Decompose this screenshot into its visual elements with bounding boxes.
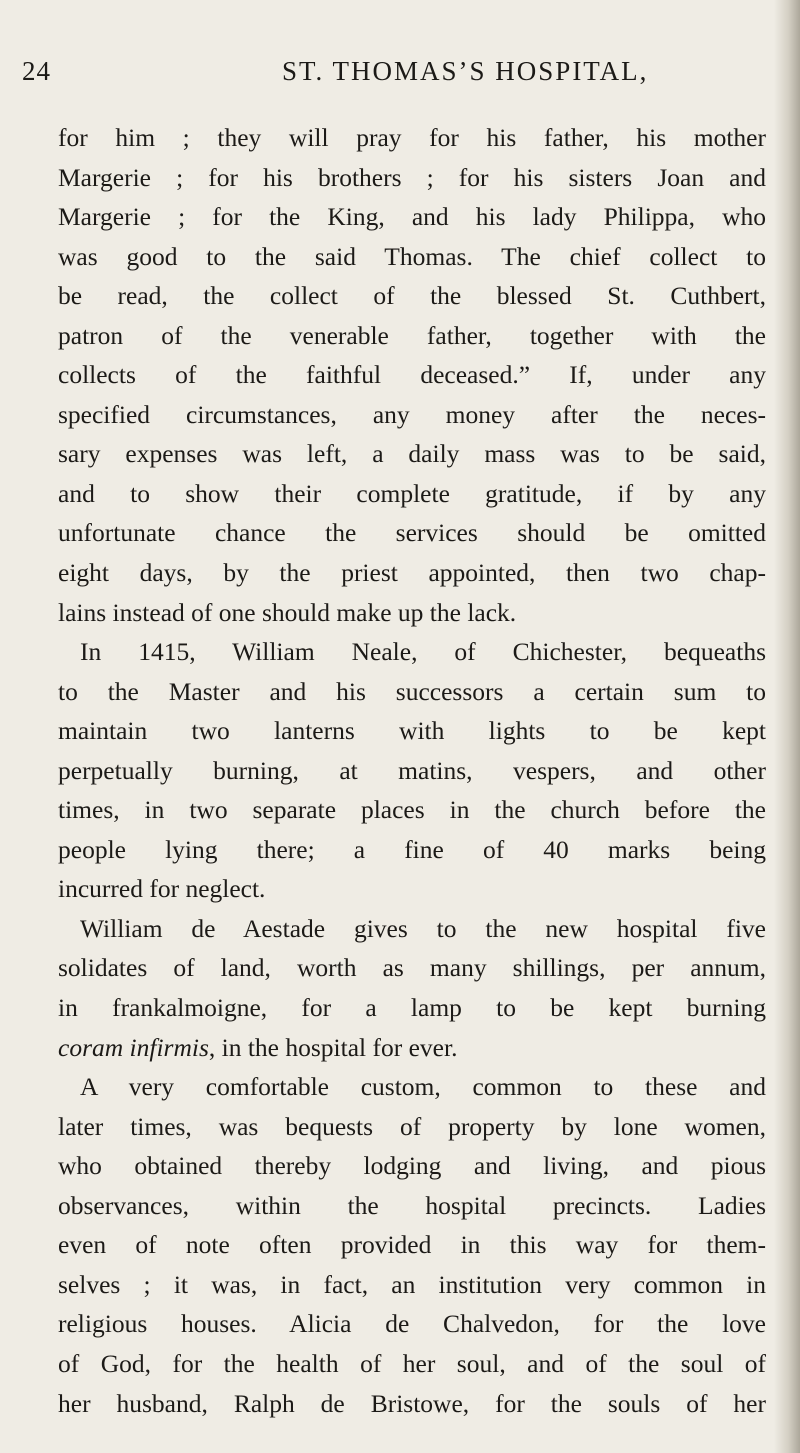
text-line: maintain two lanterns with lights to be kept <box>58 716 766 746</box>
text-line: collects of the faithful deceased.” If, under any <box>58 360 766 390</box>
text-line: A very comfortable custom, common to these and <box>80 1072 766 1102</box>
text-line: William de Aestade gives to the new hospital five <box>80 913 766 943</box>
text-line: sary expenses was left, a daily mass was to be said, <box>58 439 766 469</box>
text-line: religious houses. Alicia de Chalvedon, for the love <box>58 1309 766 1339</box>
text-line: lains instead of one should make up the lack. <box>58 597 517 627</box>
text-line: even of note often provided in this way for them- <box>58 1230 766 1260</box>
running-head <box>22 56 762 96</box>
text-line: in frankalmoigne, for a lamp to be kept burning <box>58 993 766 1023</box>
text-line: eight days, by the priest appointed, then two chap- <box>58 558 766 588</box>
text-line: incurred for neglect. <box>58 874 266 904</box>
text-line: Margerie ; for the King, and his lady Philippa, who <box>58 202 766 232</box>
text-line: people lying there; a fine of 40 marks being <box>58 834 766 864</box>
text-line: and to show their complete gratitude, if by any <box>58 478 766 508</box>
text-line: solidates of land, worth as many shillings, per annum, <box>58 953 766 983</box>
text-line: specified circumstances, any money after the neces- <box>58 399 766 429</box>
page-edge-shadow <box>774 0 800 1453</box>
text-line: times, in two separate places in the church before the <box>58 795 766 825</box>
latin-phrase: coram infirmis <box>58 1032 209 1062</box>
text-line: perpetually burning, at matins, vespers, and other <box>58 755 766 785</box>
text-line: who obtained thereby lodging and living, and pious <box>58 1151 766 1181</box>
text-line: her husband, Ralph de Bristowe, for the souls of her <box>58 1388 766 1418</box>
text-line: In 1415, William Neale, of Chichester, bequeaths <box>80 637 766 667</box>
text-line: Margerie ; for his brothers ; for his sisters Joan and <box>58 162 766 192</box>
body-text <box>58 118 766 1423</box>
line-remainder: , in the hospital for ever. <box>208 1032 458 1062</box>
text-line: was good to the said Thomas. The chief collect to <box>58 241 766 271</box>
text-line <box>58 1028 766 1068</box>
text-line: be read, the collect of the blessed St. Cuthbert, <box>58 281 766 311</box>
text-line: selves ; it was, in fact, an institution very common in <box>58 1269 766 1299</box>
text-line: to the Master and his successors a certain sum to <box>58 676 766 706</box>
text-line: for him ; they will pray for his father, his mother <box>58 123 766 152</box>
text-line: unfortunate chance the services should be omitted <box>58 518 766 548</box>
text-line: patron of the venerable father, together with the <box>58 320 766 350</box>
running-title: ST. THOMAS’S HOSPITAL, <box>282 56 649 86</box>
page-number: 24 <box>22 56 51 86</box>
text-line: later times, was bequests of property by lone women, <box>58 1111 766 1141</box>
text-line: of God, for the health of her soul, and of the soul of <box>58 1348 766 1378</box>
text-line: observances, within the hospital precincts. Ladies <box>58 1190 766 1220</box>
